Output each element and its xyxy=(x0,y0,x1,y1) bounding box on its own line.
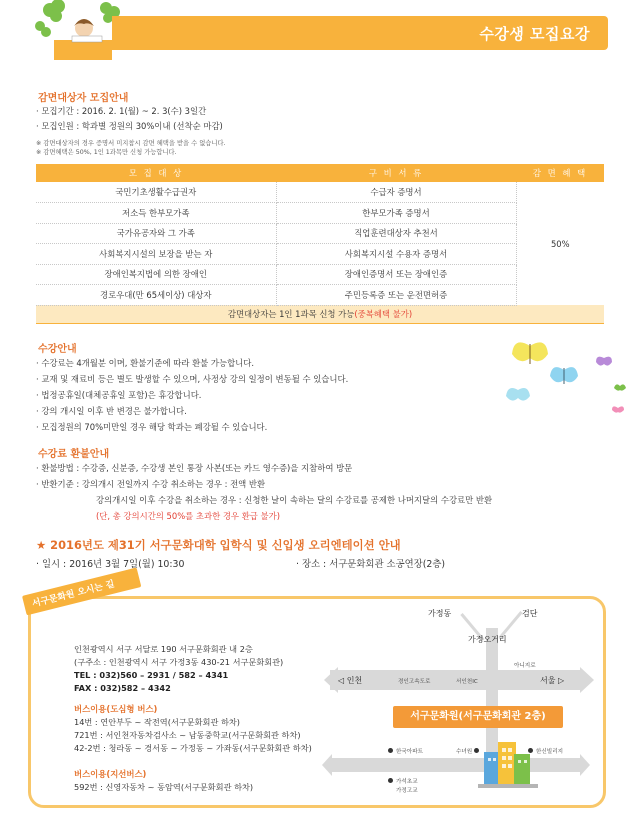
map-label: 한국아파트 xyxy=(396,749,424,755)
map-label: 가정고교 xyxy=(396,788,418,794)
arrow-left-icon xyxy=(324,667,338,693)
address: 인천광역시 서구 서달로 190 서구문화회관 내 2층 xyxy=(74,644,253,654)
map-label: 수녀원 xyxy=(456,749,473,755)
table-cell: 경로우대(만 65세이상) 대상자 xyxy=(36,285,276,306)
table-header: 구 비 서 류 xyxy=(276,164,516,182)
bus-line: 592번 : 신영자동차 ~ 동암역(서구문화회관 하차) xyxy=(74,782,254,792)
directions-tag: 서구문화원 오시는 길 xyxy=(22,567,141,615)
map-label: ◁ 인천 xyxy=(338,676,363,685)
discount-quota: · 모집인원 : 학과별 정원의 30%이내 (선착순 마감) xyxy=(36,121,223,131)
refund-method: · 환불방법 : 수강증, 신분증, 수강생 본인 통장 사본(또는 카드 영수증)을 지참하여 방문 xyxy=(36,463,353,473)
discount-table xyxy=(36,164,604,324)
butterfly-decoration-icon xyxy=(500,336,630,436)
map-label: 한신빌리지 xyxy=(536,749,564,755)
fax: FAX : 032)582 – 4342 xyxy=(74,683,171,693)
table-footer xyxy=(36,305,604,323)
building-icon xyxy=(478,734,538,790)
guide-item: · 수강료는 4개월분 이며, 환불기준에 따라 환불 가능합니다. xyxy=(36,358,255,368)
benefit-cell: 50% xyxy=(550,238,570,249)
table-cell: 사회복지시설 수용자 증명서 xyxy=(276,244,516,265)
map-label: 아니지로 xyxy=(514,663,536,669)
guide-item: · 강의 개시일 이후 반 변경은 불가합니다. xyxy=(36,406,187,416)
table-cell: 수급자 증명서 xyxy=(276,182,516,203)
table-header: 감 면 혜 택 xyxy=(516,164,604,182)
discount-note-1: ※ 감면대상자의 경우 증명서 미지참시 감면 혜택을 받을 수 없습니다. xyxy=(36,140,226,147)
table-cell: 사회복지시설의 보장을 받는 자 xyxy=(36,244,276,265)
guide-item: · 교재 및 재료비 등은 별도 발생할 수 있으며, 사정상 강의 일정이 변동될 수 있습니다. xyxy=(36,374,349,384)
map-label: 가정오거리 xyxy=(468,635,507,644)
guide-item: · 모집정원의 70%미만일 경우 해당 학과는 폐강될 수 있습니다. xyxy=(36,422,268,432)
refund-basis-2: 강의개시일 이후 수강을 취소하는 경우 : 신청한 날이 속하는 달의 수강료를 공제한 나머지달의 수강료만 반환 xyxy=(96,495,493,505)
bus2-title: 버스이용(지선버스) xyxy=(74,769,147,779)
table-cell: 직업훈련대상자 추천서 xyxy=(276,223,516,244)
discount-note-2: ※ 감면혜택은 50%, 1인 1과목만 신청 가능합니다. xyxy=(36,149,177,156)
guide-section-title: 수강안내 xyxy=(38,344,77,355)
map-label: 경인고속도로 xyxy=(398,679,431,685)
map-marker-icon xyxy=(388,748,393,753)
page-title: 수강생 모집요강 xyxy=(479,25,590,43)
discount-section-title: 감면대상자 모집안내 xyxy=(38,93,129,104)
old-address: (구주소 : 인천광역시 서구 가정3동 430-21 서구문화회관) xyxy=(74,657,284,667)
arrow-right-icon xyxy=(580,667,594,693)
table-footer-warning: (중복혜택 불가) xyxy=(354,309,413,319)
discount-period: · 모집기간 : 2016. 2. 1(월) ~ 2. 3(수) 3일간 xyxy=(36,106,207,116)
map-label: 서인천IC xyxy=(456,679,478,685)
map-label: 가정동 xyxy=(428,609,452,618)
table-row xyxy=(36,182,604,203)
table-cell: 국가유공자와 그 가족 xyxy=(36,223,276,244)
refund-section-title: 수강료 환불안내 xyxy=(38,449,110,460)
guide-item: · 법정공휴일(대체공휴일 포함)은 휴강합니다. xyxy=(36,390,202,400)
table-header: 모 집 대 상 xyxy=(36,164,276,182)
map-label: 가석초교 xyxy=(396,779,418,785)
table-footer-row xyxy=(36,305,604,323)
table-cell: 장애인증명서 또는 장애인증 xyxy=(276,264,516,285)
arrow-left-icon xyxy=(322,754,332,776)
event-date: · 일시 : 2016년 3월 7일(월) 10:30 xyxy=(36,559,185,570)
table-cell: 저소득 한부모가족 xyxy=(36,203,276,224)
bus-line: 14번 : 연안부두 ~ 작전역(서구문화회관 하차) xyxy=(74,717,240,727)
event-title: ★ 2016년도 제31기 서구문화대학 입학식 및 신입생 오리엔테이션 안내 xyxy=(36,538,401,552)
table-cell: 국민기초생활수급권자 xyxy=(36,182,276,203)
map-marker-icon xyxy=(388,778,393,783)
map-label: 검단 xyxy=(522,609,538,618)
event-place: · 장소 : 서구문화회관 소공연장(2층) xyxy=(296,559,446,570)
map-road xyxy=(330,758,580,772)
bus-line: 42-2번 : 청라동 ~ 경서동 ~ 가정동 ~ 가좌동(서구문화회관 하차) xyxy=(74,743,312,753)
destination-label: 서구문화원(서구문화회관 2층) xyxy=(393,706,563,728)
title-banner xyxy=(0,16,634,50)
table-cell: 주민등록증 또는 운전면허증 xyxy=(276,285,516,306)
refund-basis-1: · 반환기준 : 강의개시 전일까지 수강 취소하는 경우 : 전액 반환 xyxy=(36,479,266,489)
map-label: 서울 ▷ xyxy=(540,676,565,685)
table-cell: 장애인복지법에 의한 장애인 xyxy=(36,264,276,285)
refund-basis-3: (단, 총 강의시간의 50%를 초과한 경우 환급 불가) xyxy=(96,511,280,521)
tel: TEL : 032)560 – 2931 / 582 – 4341 xyxy=(74,670,229,680)
arrow-right-icon xyxy=(580,754,590,776)
table-cell: 한부모가족 증명서 xyxy=(276,203,516,224)
table-footer-text: 감면대상자는 1인 1과목 신청 가능 xyxy=(227,309,355,319)
bus1-title: 버스이용(도심형 버스) xyxy=(74,704,158,714)
bus-line: 721번 : 서인천자동차검사소 ~ 남동중학교(서구문화회관 하차) xyxy=(74,730,301,740)
